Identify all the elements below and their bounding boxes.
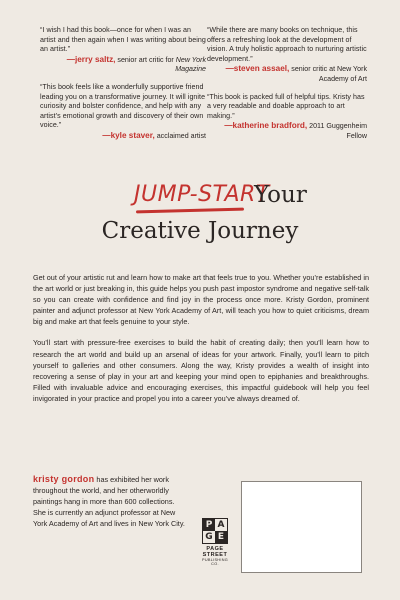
- quote-author-title: senior critic at New York Academy of Art: [289, 65, 367, 83]
- quote-attribution: [207, 121, 367, 141]
- publisher-mark-letter: E: [215, 531, 227, 543]
- quote-text: “This book is packed full of helpful tips. Kristy has a very readable and doable approach to art making.”: [207, 92, 365, 120]
- quote-author: — jerry saltz,: [67, 55, 116, 64]
- quote-author: — kyle staver,: [102, 131, 154, 140]
- quote-author-title: senior art critic for: [115, 55, 176, 64]
- quote-attribution: [207, 64, 367, 84]
- quotes-right-column: [207, 26, 367, 150]
- quote-text: “While there are many books on technique, this offers a refreshing look at the development of vision. A truly holistic approach to nurturing artistic development.”: [207, 26, 367, 63]
- quote-attribution: [40, 131, 206, 142]
- publisher-mark-letter: P: [203, 519, 215, 531]
- publisher-name: PAGE STREET: [202, 546, 228, 558]
- author-bio-body: has exhibited her work throughout the world, and her otherworldly paintings hang in more than 600 collections. She is currently an adjunct professor at New York Academy of Art and lives in New York City.: [33, 475, 185, 529]
- title-accent: JUMP-START: [134, 182, 270, 207]
- quote-author-title: 2011 Guggenheim Fellow: [307, 122, 367, 140]
- title-your: Your: [254, 182, 307, 208]
- title-line-1: [0, 180, 400, 216]
- barcode-placeholder: [241, 481, 362, 573]
- author-bio: [33, 474, 187, 529]
- publisher-subtitle: PUBLISHING CO.: [202, 558, 228, 566]
- praise-quotes: [0, 26, 400, 166]
- quote-jerry-saltz: [40, 26, 206, 75]
- publisher-logo: [198, 518, 232, 568]
- title-accent-underline: [136, 208, 244, 214]
- quote-author-publication: New York Magazine: [175, 55, 206, 74]
- quote-author: — steven assael,: [226, 64, 290, 73]
- author-name: kristy gordon: [33, 474, 95, 484]
- quote-kyle-staver: [40, 83, 206, 142]
- title-line-2: Creative Journey: [101, 218, 299, 244]
- quote-author: — katherine bradford,: [224, 121, 307, 130]
- publisher-mark-letter: A: [217, 519, 225, 530]
- quote-steven-assael: [207, 26, 367, 85]
- quote-katherine-bradford: [207, 93, 367, 142]
- book-title: [0, 180, 400, 244]
- book-description: [33, 272, 369, 414]
- quote-author-title: acclaimed artist: [154, 131, 206, 140]
- quote-attribution: [40, 55, 206, 75]
- publisher-mark-letter: G: [205, 531, 213, 542]
- publisher-mark-icon: [202, 518, 228, 544]
- description-paragraph: Get out of your artistic rut and learn how to make art that feels true to you. Whether you’re established in the art world or just breaking in, this guide helps you push past impostor syndrome and negative self-talk so you can create with confidence and find joy in the process once more. Kristy Gordon, prominent painter and adjunct professor at New York Academy of Art, will teach you how to quiet criticisms, dream big and make art that feels genuine to your style.: [33, 273, 369, 327]
- author-bio-text: [33, 474, 187, 529]
- description-paragraph: You’ll start with pressure-free exercises to build the habit of creating daily; then you’ll learn how to research the art world and build up an arsenal of ideas for your artwork. Finally, you’ll learn to pitch yourself to galleries and other consumers. Along the way, Kristy provides a wealth of insight into recovering a sense of play in your art and keeping your mind open to epiphanies and breakthroughs. Filled with invaluable advice and encouraging exercises, this impactful guidebook will help you feel invigorated in your practice and propel you into a career you’ve always dreamed of.: [33, 338, 369, 403]
- quote-text: “This book feels like a wonderfully supportive friend leading you on a transformative journey. It will ignite curiosity and bolster confidence, and help with any artist’s emotional growth and discovery of their own voice.”: [40, 82, 206, 130]
- quote-text: “I wish I had this book—once for when I was an artist and then again when I was writing about being an artist.”: [40, 26, 206, 54]
- quotes-left-column: [40, 26, 206, 150]
